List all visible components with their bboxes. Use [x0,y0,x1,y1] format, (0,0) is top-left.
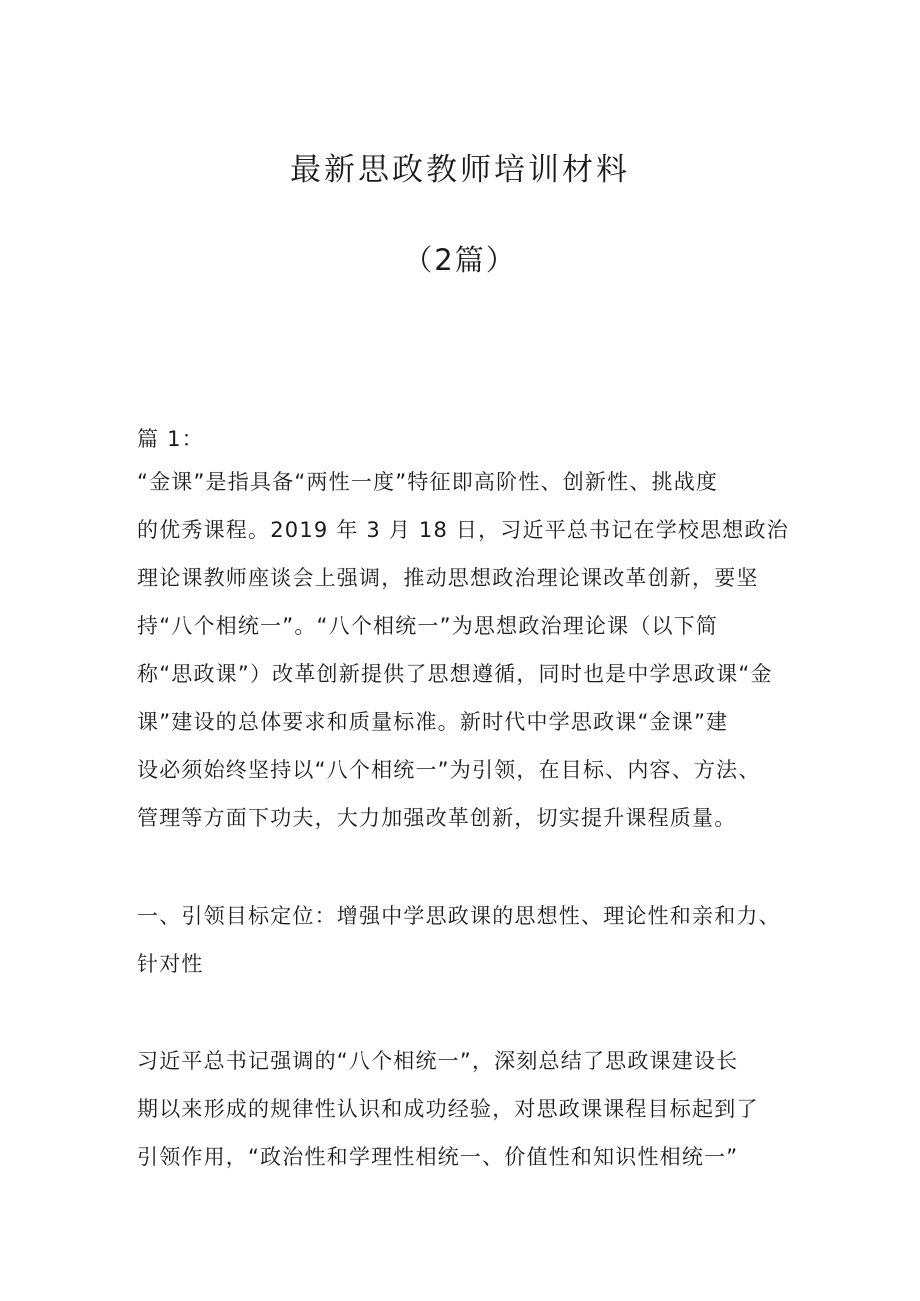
heading-1-line: 针对性 [137,952,204,976]
paragraph-2-line: 期以来形成的规律性认识和成功经验，对思政课课程目标起到了 [137,1097,759,1121]
paragraph-2-line: 引领作用，“政治性和学理性相统一、价值性和知识性相统一” [137,1145,739,1169]
paragraph-1-line: “金课”是指具备“两性一度”特征即高阶性、创新性、挑战度 [137,470,719,494]
paragraph-2-line: 习近平总书记强调的“八个相统一”，深刻总结了思政课建设长 [137,1049,739,1073]
paragraph-1-line: 课”建设的总体要求和质量标准。新时代中学思政课“金课”建 [137,710,729,734]
paragraph-1-line: 管理等方面下功夫，大力加强改革创新，切实提升课程质量。 [137,806,737,830]
paragraph-1-line: 称“思政课”）改革创新提供了思想遵循，同时也是中学思政课“金 [137,662,773,686]
paragraph-1-line: 设必须始终坚持以“八个相统一”为引领，在目标、内容、方法、 [137,758,761,782]
section-label: 篇 1： [137,427,204,451]
document-title: 最新思政教师培训材料 [290,152,630,188]
paragraph-1-line: 持“八个相统一”。“八个相统一”为思想政治理论课（以下简 [137,614,719,638]
paragraph-1-line: 理论课教师座谈会上强调，推动思想政治理论课改革创新，要坚 [137,566,759,590]
document-subtitle: （2篇） [403,243,517,277]
paragraph-1-line: 的优秀课程。2019 年 3 月 18 日，习近平总书记在学校思想政治 [137,518,789,542]
heading-1-line: 一、引领目标定位：增强中学思政课的思想性、理论性和亲和力、 [137,904,781,928]
